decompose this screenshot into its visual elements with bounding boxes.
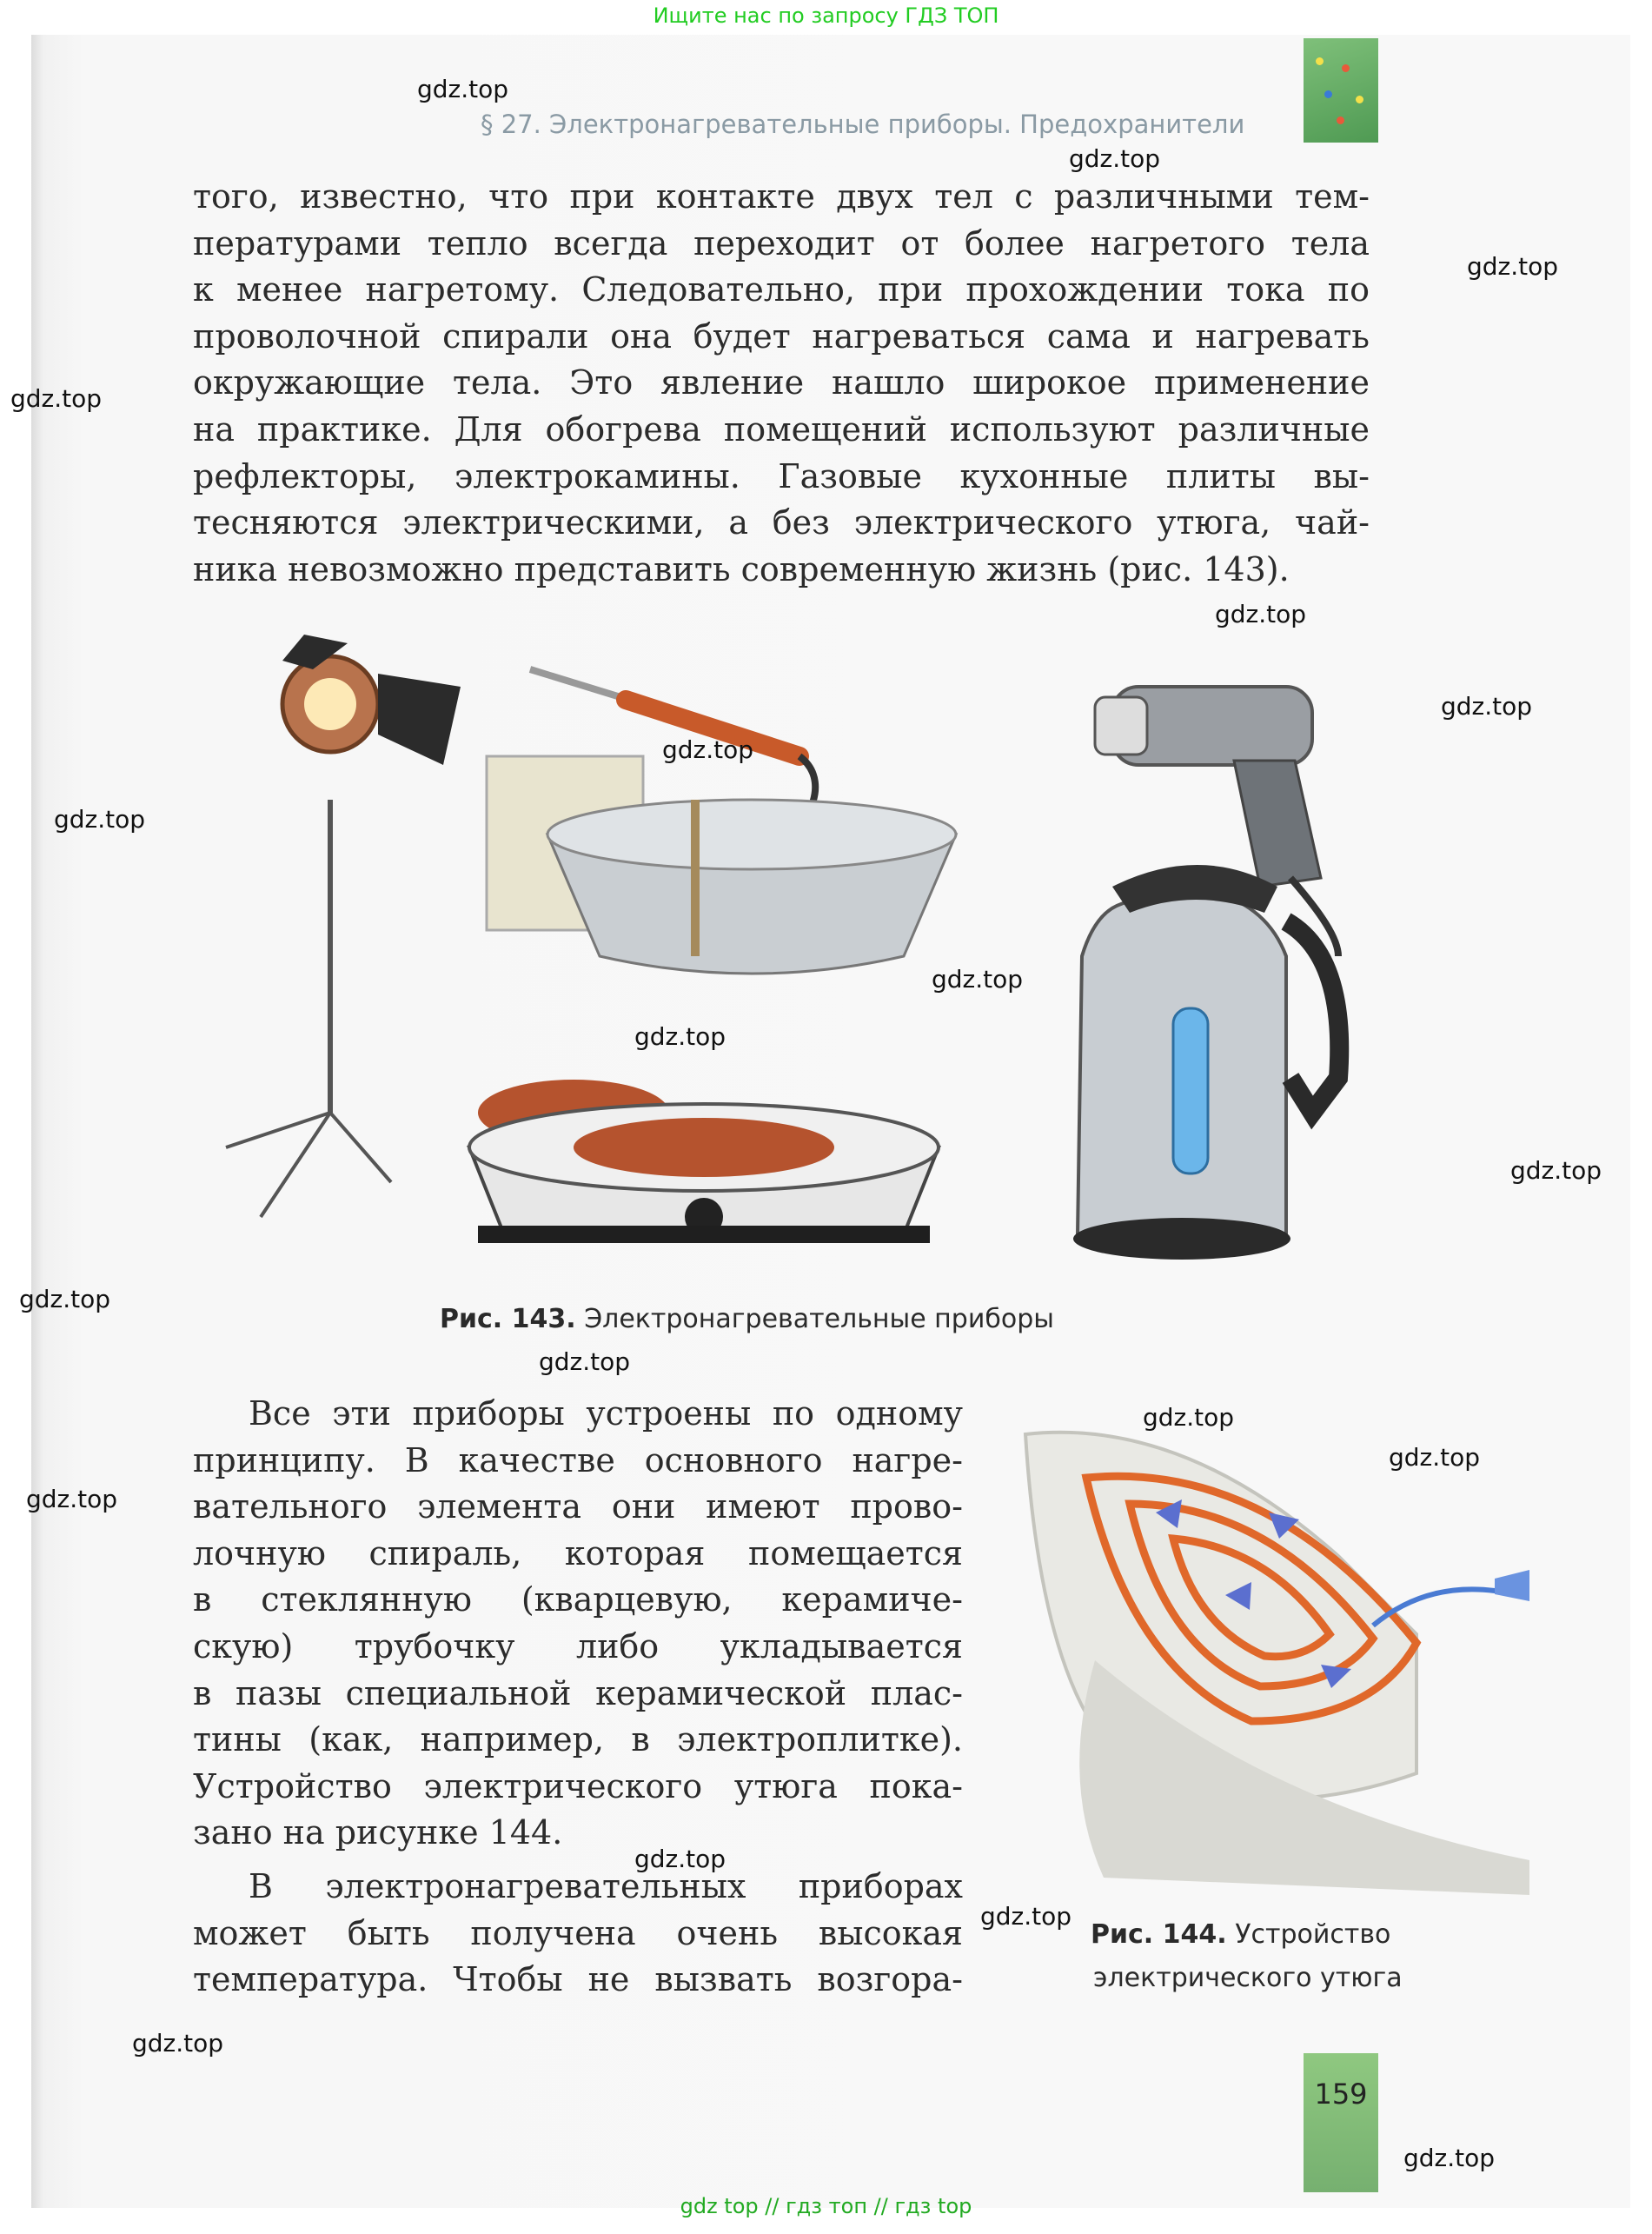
text-line: на практике. Для обогрева помещений используют различные (193, 409, 1370, 449)
footer-links[interactable]: gdz top // гдз топ // гдз top (680, 2194, 972, 2218)
watermark: gdz.top (634, 1845, 726, 1873)
figure-144-caption-text: Устройство (1235, 1919, 1391, 1950)
text-line: окружающие тела. Это явление нашло широкое применение (193, 363, 1370, 402)
figure-143-appliances (209, 626, 1373, 1269)
figure-144-caption-line2: электрического утюга (1093, 1963, 1403, 1993)
watermark: gdz.top (19, 1285, 111, 1313)
top-search-note[interactable]: Ищите нас по запросу ГДЗ ТОП (653, 3, 999, 28)
watermark: gdz.top (662, 735, 754, 764)
watermark: gdz.top (132, 2029, 224, 2058)
watermark: gdz.top (1069, 144, 1161, 173)
page-number: 159 (1314, 2078, 1368, 2111)
watermark: gdz.top (1441, 692, 1533, 721)
text-line: пературами тепло всегда переходит от более нагретого тела (193, 223, 1370, 263)
text-line: скую) трубочку либо укладывается (193, 1626, 963, 1666)
running-head: § 27. Электронагревательные приборы. Предохранители (481, 110, 1245, 139)
figure-143-label: Рис. 143. (440, 1304, 576, 1334)
figure-143-caption (440, 1304, 1054, 1334)
watermark: gdz.top (10, 384, 103, 413)
text-line: тесняются электрическими, а без электрического утюга, чай- (193, 503, 1370, 542)
text-line: к менее нагретому. Следовательно, при прохождении тока по (193, 270, 1370, 309)
watermark: gdz.top (1215, 600, 1307, 628)
text-line: в стеклянную (кварцевую, керамиче- (193, 1580, 963, 1619)
text-line: зано на рисунке 144. (193, 1813, 563, 1852)
watermark: gdz.top (932, 965, 1024, 994)
watermark: gdz.top (54, 805, 146, 834)
watermark: gdz.top (1510, 1156, 1602, 1185)
text-line: может быть получена очень высокая (193, 1913, 963, 1952)
text-line: рефлекторы, электрокамины. Газовые кухонные плиты вы- (193, 456, 1370, 495)
figure-144-iron (1008, 1408, 1529, 1895)
text-line: того, известно, что при контакте двух тел с различными тем- (193, 177, 1370, 216)
text-line: Все эти приборы устроены по одному (249, 1394, 963, 1433)
text-line: лочную спираль, которая помещается (193, 1533, 963, 1572)
text-line: температура. Чтобы не вызвать возгора- (193, 1960, 963, 1999)
watermark: gdz.top (539, 1347, 631, 1376)
electric-kettle-illustration (1073, 865, 1339, 1260)
watermark: gdz.top (1389, 1443, 1481, 1472)
watermark: gdz.top (634, 1022, 726, 1051)
text-line: в пазы специальной керамической плас- (193, 1673, 963, 1712)
text-line: вательного элемента они имеют прово- (193, 1487, 963, 1526)
paragraph-3 (193, 1864, 963, 2004)
figure-143-caption-text: Электронагревательные приборы (584, 1304, 1054, 1334)
text-line: принципу. В качестве основного нагре- (193, 1440, 963, 1479)
watermark: gdz.top (26, 1485, 118, 1513)
hot-plate-illustration (469, 1080, 939, 1243)
paragraph-2 (193, 1391, 963, 1857)
paragraph-1 (193, 174, 1370, 593)
section-corner-tab (1304, 38, 1378, 143)
text-line: Устройство электрического утюга пока- (193, 1766, 963, 1805)
page-number-tab (1304, 2053, 1378, 2192)
watermark: gdz.top (980, 1902, 1072, 1931)
heater-bowl-illustration (487, 756, 956, 974)
watermark: gdz.top (1143, 1403, 1235, 1432)
watermark: gdz.top (1403, 2144, 1496, 2172)
text-line: ника невозможно представить современную жизнь (рис. 143). (193, 549, 1290, 588)
figure-144-label: Рис. 144. (1091, 1919, 1227, 1950)
text-line: тины (как, например, в электроплитке). (193, 1720, 963, 1759)
text-line: проволочной спирали она будет нагреваться сама и нагревать (193, 316, 1370, 356)
studio-lamp-illustration (226, 635, 461, 1217)
text-line: В электронагревательных приборах (249, 1867, 963, 1905)
watermark: gdz.top (417, 75, 509, 103)
figure-144-caption-line1 (1091, 1919, 1390, 1950)
watermark: gdz.top (1467, 252, 1559, 281)
